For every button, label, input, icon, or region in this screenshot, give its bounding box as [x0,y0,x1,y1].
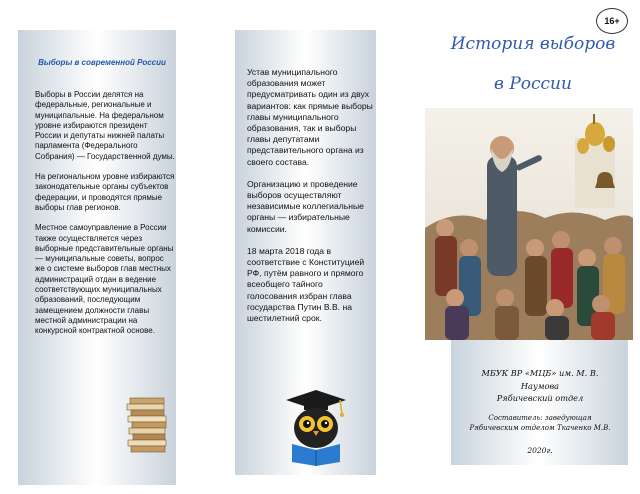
historical-assembly-painting [425,108,633,340]
left-panel-title: Выборы в современной России [38,58,166,67]
owl-reading-book-illustration [280,388,352,466]
middle-paragraph-3: 18 марта 2018 года в соответствие с Конституцией РФ, путём равного и прямого всеобщего тайного голосования избран глава государства Путин В.В. на шестилетний срок. [247,245,365,324]
title-line-1: История выборов [450,34,616,54]
age-rating-badge: 16+ [596,8,628,34]
org-line-1: МБУК ВР «МЦБ» им. М. В. [481,368,599,378]
title-line-2: в России [494,74,572,94]
compiler-line-2: Рябичевским отделом Ткаченко М.В. [469,424,611,432]
books-stack-illustration [124,392,172,462]
compiler-credit [455,413,625,433]
compiler-line-1: Составитель: заведующая [488,414,592,422]
middle-paragraph-1: Устав муниципального образования может предусматривать один из двух вариантов: как прямые выборы главы муниципального образования, так и выборы главы депутатами представительного органа из своего состава. [247,67,373,167]
organization-name [455,367,625,405]
left-paragraph-2: На региональном уровне избираются законодательные органы субъектов федерации, и проводятся прямые выборы глав регионов. [35,172,175,212]
left-panel-text [35,90,175,347]
left-paragraph-1: Выборы в России делятся на федеральные, региональные и муниципальные. На федеральном уровне избираются президент России и депутаты нижней палаты парламента (Федерального Собрания) — Государственной думы. [35,90,175,161]
middle-paragraph-2: Организацию и проведение выборов осуществляют независимые коллегиальные органы — избирательные комиссии. [247,178,364,234]
org-line-2: Наумова [520,380,560,391]
org-line-3: Рябичевский отдел [496,393,584,403]
library-info-block [451,340,628,465]
publication-year: 2020г. [527,446,553,455]
middle-panel-text [247,67,374,335]
left-paragraph-3: Местное самоуправление в России также осуществляется через выборные представительные органы — муниципальные советы, вопрос же о системе выборов глав местных администраций отдан в ведение соответствующих муниципальных образований, последующим замещением должности главы местной администрации на конкурсной контрактной основе. [35,223,174,336]
